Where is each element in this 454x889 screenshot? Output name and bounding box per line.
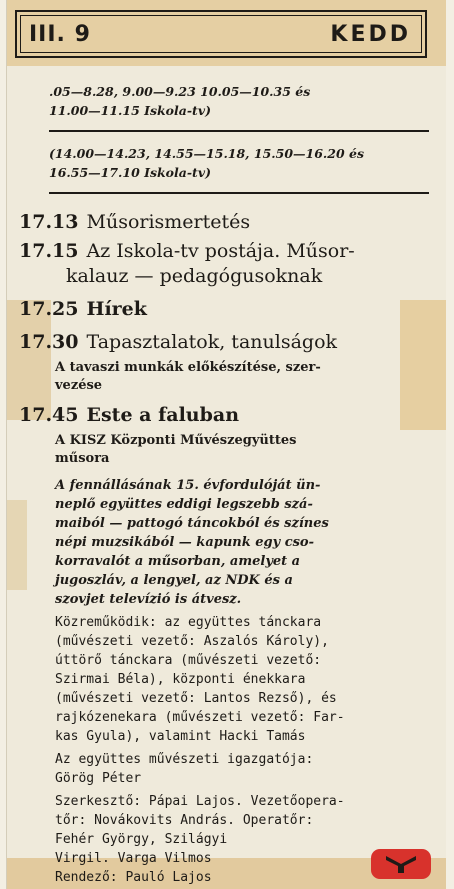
program-title: Műsorismertetés — [86, 211, 251, 233]
credits-line: (művészeti vezető: Lantos Rezső), és — [55, 691, 337, 706]
program-entry — [19, 210, 431, 235]
program-title: Hírek — [86, 298, 147, 320]
school-tv-line: .05—8.28, 9.00—9.23 10.05—10.35 és — [49, 84, 311, 99]
program-entry — [19, 330, 431, 395]
program-subtitle: vezése — [55, 378, 103, 393]
program-time: 17.25 — [19, 298, 79, 320]
credits-line: Virgil. Varga Vilmos — [55, 851, 212, 866]
credits-line: Szerkesztő: Pápai Lajos. Vezetőopera- — [55, 794, 345, 809]
program-entry — [19, 403, 431, 468]
credits-line: (művészeti vezető: Aszalós Károly), — [55, 634, 329, 649]
credits-line: Az együttes művészeti igazgatója: — [55, 752, 314, 767]
description-line: korravalót a műsorban, amelyet a — [55, 554, 301, 569]
school-tv-line: (14.00—14.23, 14.55—15.18, 15.50—16.20 és — [49, 146, 365, 161]
divider-rule — [49, 130, 429, 132]
program-title: Az Iskola-tv postája. Műsor- — [86, 240, 355, 262]
program-subtitle: A tavaszi munkák előkészítése, szer- — [55, 360, 321, 375]
day-label: KEDD — [330, 22, 411, 47]
credits-performers — [19, 613, 431, 746]
credits-line: Szirmai Béla), központi énekkara — [55, 672, 306, 687]
credits-line: tőr: Novákovits András. Operatőr: — [55, 813, 314, 828]
program-title: Este a faluban — [86, 404, 240, 426]
description-line: maiból — pattogó táncokból és színes — [55, 516, 329, 531]
program-entry — [19, 239, 431, 289]
program-subtitle: műsora — [55, 451, 110, 466]
credits-line: Közreműködik: az együttes tánckara — [55, 615, 322, 630]
school-tv-block-2 — [49, 144, 427, 182]
tv-channel-logo-icon — [370, 847, 432, 881]
program-description — [19, 476, 431, 609]
school-tv-line: 11.00—11.15 Iskola-tv) — [49, 103, 212, 118]
date-label: III. 9 — [29, 22, 91, 47]
newspaper-clipping — [6, 0, 446, 889]
description-line: neplő együttes eddigi legszebb szá- — [55, 497, 313, 512]
program-entry — [19, 297, 431, 322]
program-time: 17.13 — [19, 211, 79, 233]
program-time: 17.45 — [19, 404, 79, 426]
credits-director — [19, 750, 431, 788]
divider-rule — [49, 192, 429, 194]
description-line: népi muzsikából — kapunk egy cso- — [55, 535, 315, 550]
date-header — [15, 10, 427, 58]
credits-line: rajkózenekara (művészeti vezető: Far- — [55, 710, 345, 725]
program-list — [19, 210, 431, 887]
credits-line: Fehér György, Szilágyi — [55, 832, 228, 847]
credits-line: Rendező: Pauló Lajos — [55, 870, 212, 885]
credits-line: Görög Péter — [55, 771, 142, 786]
school-tv-block-1 — [49, 82, 427, 120]
program-time: 17.30 — [19, 331, 79, 353]
program-title: Tapasztalatok, tanulságok — [86, 331, 338, 353]
description-line: szovjet televízió is átvesz. — [55, 592, 242, 607]
program-subtitle: A KISZ Központi Művészegyüttes — [55, 433, 297, 448]
credits-line: úttörő tánckara (művészeti vezető: — [55, 653, 322, 668]
description-line: jugoszláv, a lengyel, az NDK és a — [55, 573, 293, 588]
school-tv-line: 16.55—17.10 Iskola-tv) — [49, 165, 212, 180]
program-time: 17.15 — [19, 240, 79, 262]
credits-line: kas Gyula), valamint Hacki Tamás — [55, 729, 306, 744]
description-line: A fennállásának 15. évfordulóját ün- — [55, 478, 321, 493]
program-title-continued: kalauz — pedagógusoknak — [66, 265, 323, 287]
